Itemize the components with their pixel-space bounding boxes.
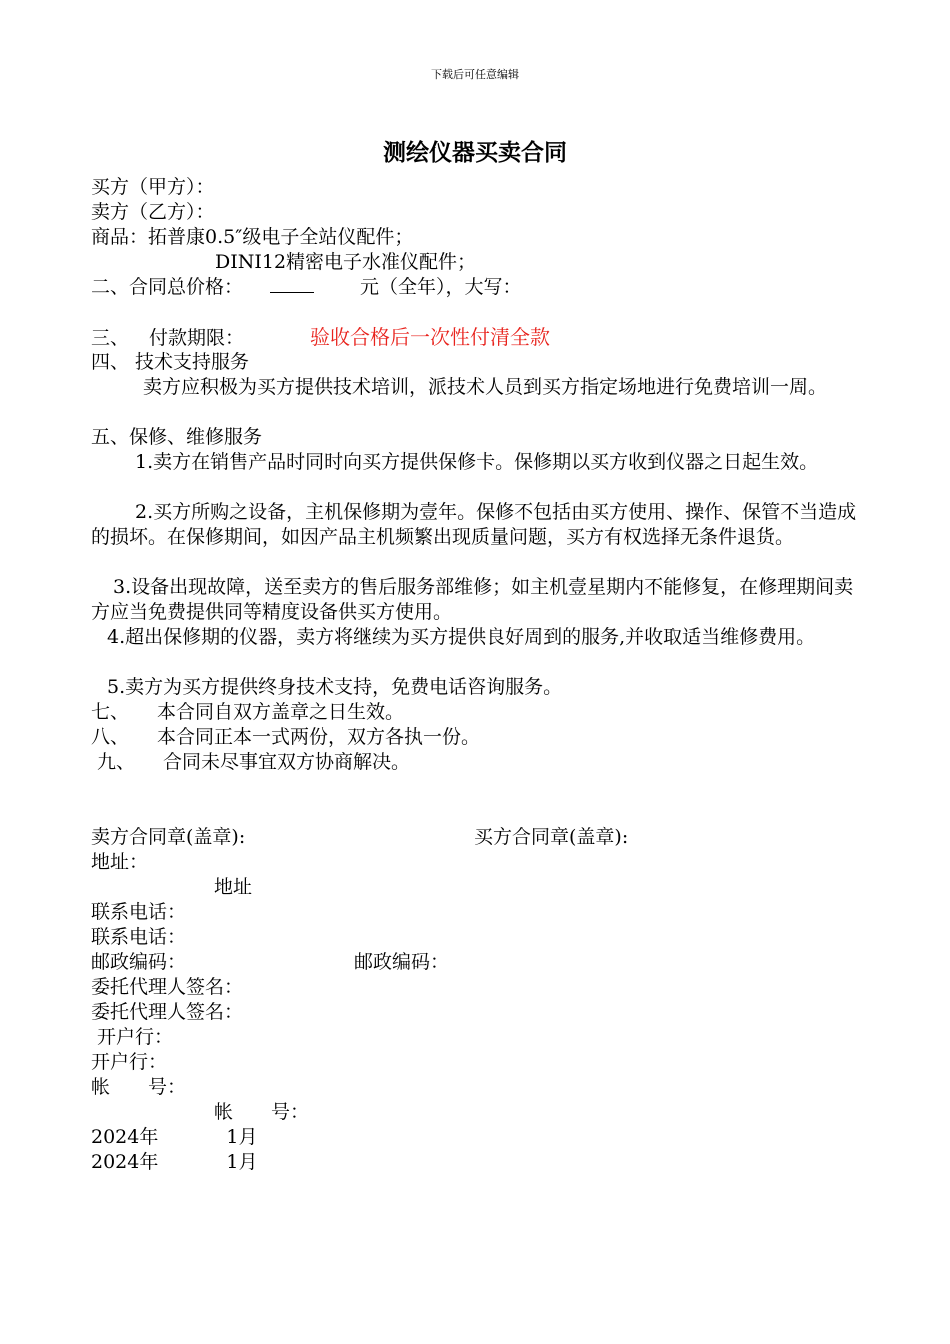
warranty-item-1: 1.卖方在销售产品时同时向买方提供保修卡。保修期以买方收到仪器之日起生效。 (135, 451, 819, 473)
payment-number: 三、 (91, 327, 130, 349)
warranty-item-4: 4.超出保修期的仪器，卖方将继续为买方提供良好周到的服务,并收取适当维修费用。 (107, 626, 816, 648)
goods-line-2: DINI12精密电子水准仪配件； (215, 251, 477, 273)
price-line (91, 275, 522, 300)
clause-7-number: 七、 (91, 701, 130, 723)
clause-7-text: 本合同自双方盖章之日生效。 (157, 701, 405, 723)
seller-line: 卖方（乙方）： (91, 201, 215, 223)
agent-label-2: 委托代理人签名： (91, 1001, 244, 1023)
payment-line (91, 325, 550, 351)
postcode-label-2: 邮政编码： (354, 951, 450, 973)
warranty-item-2: 2.买方所购之设备，主机保修期为壹年。保修不包括由买方使用、操作、保管不当造成的损坏。在保修期间，如因产品主机频繁出现质量问题，买方有权选择无条件退货。 (91, 501, 857, 548)
phone-label-1: 联系电话： (91, 901, 187, 923)
account-label-2: 帐 号： (214, 1101, 310, 1123)
agent-label-1: 委托代理人签名： (91, 976, 244, 998)
price-unit: 元（全年），大写： (360, 276, 522, 298)
warranty-item-3: 3.设备出现故障，送至卖方的售后服务部维修；如主机壹星期内不能修复，在修理期间卖方应当免费提供同等精度设备供买方使用。 (91, 576, 854, 623)
warranty-heading: 五、保修、维修服务 (91, 426, 263, 448)
date-line-2 (91, 1150, 257, 1175)
clause-8 (91, 725, 480, 750)
clause-9-number: 九、 (97, 751, 136, 773)
clause-7 (91, 700, 404, 725)
tech-support-body: 卖方应积极为买方提供技术培训，派技术人员到买方指定场地进行免费培训一周。 (143, 376, 828, 398)
payment-label: 付款期限： (149, 327, 245, 349)
date-1-month: 1月 (226, 1126, 258, 1148)
tech-support-heading: 四、 技术支持服务 (91, 351, 250, 373)
clause-8-text: 本合同正本一式两份，双方各执一份。 (157, 726, 481, 748)
account-label-1: 帐 号： (91, 1076, 187, 1098)
page-header-note: 下载后可任意编辑 (431, 68, 519, 81)
seller-seal-label: 卖方合同章(盖章): (91, 826, 246, 848)
clause-8-number: 八、 (91, 726, 130, 748)
address-label-2: 地址 (214, 876, 253, 898)
price-label: 二、合同总价格： (91, 276, 244, 298)
bank-label-1: 开户行： (97, 1026, 174, 1048)
postcode-label-1: 邮政编码： (91, 951, 187, 973)
date-1-year: 2024年 (91, 1126, 159, 1148)
buyer-line: 买方（甲方）： (91, 176, 215, 198)
bank-label-2: 开户行： (91, 1051, 168, 1073)
address-label-1: 地址： (91, 851, 149, 873)
buyer-seal-label: 买方合同章(盖章): (474, 826, 629, 848)
warranty-item-5: 5.卖方为买方提供终身技术支持，免费电话咨询服务。 (107, 676, 563, 698)
payment-term-value: 验收合格后一次性付清全款 (310, 325, 551, 349)
date-line-1 (91, 1125, 257, 1150)
document-title: 测绘仪器买卖合同 (383, 139, 567, 166)
clause-9-text: 合同未尽事宜双方协商解决。 (163, 751, 411, 773)
clause-9 (97, 750, 410, 775)
goods-line-1: 商品：拓普康0.5″级电子全站仪配件； (91, 226, 414, 248)
date-2-month: 1月 (226, 1151, 258, 1173)
price-blank (270, 276, 314, 293)
date-2-year: 2024年 (91, 1151, 159, 1173)
phone-label-2: 联系电话： (91, 926, 187, 948)
